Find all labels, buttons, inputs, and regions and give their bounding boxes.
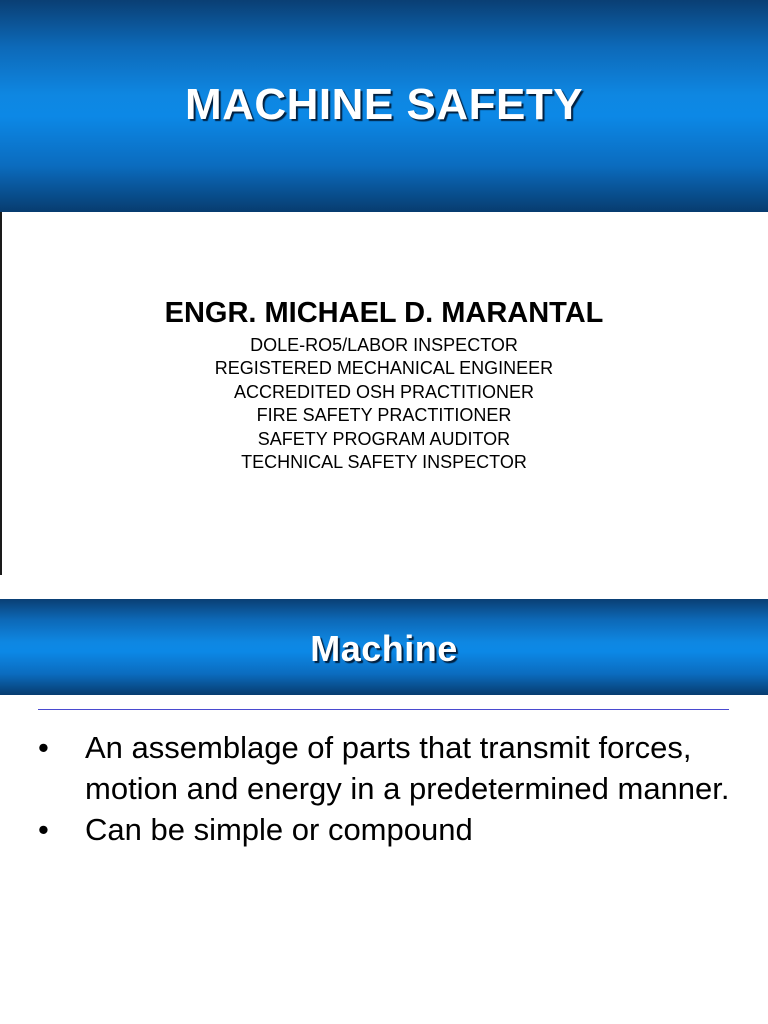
content-slide — [0, 599, 768, 1024]
credential-item: FIRE SAFETY PRACTITIONER — [256, 405, 512, 426]
slide-header-banner — [0, 599, 768, 695]
bullet-item — [38, 727, 738, 809]
credentials-list — [0, 334, 768, 474]
bullet-text: An assemblage of parts that transmit forces, motion and energy in a predetermined manner. — [85, 730, 730, 806]
title-banner — [0, 0, 768, 212]
credential-item: SAFETY PROGRAM AUDITOR — [257, 428, 511, 449]
author-name: ENGR. MICHAEL D. MARANTAL — [164, 297, 604, 329]
author-block — [0, 296, 768, 474]
credential-item: TECHNICAL SAFETY INSPECTOR — [241, 452, 527, 473]
bullet-dot-icon: • — [38, 812, 49, 847]
presentation-title: MACHINE SAFETY — [184, 80, 584, 129]
credential-item: DOLE-RO5/LABOR INSPECTOR — [250, 335, 518, 355]
title-underline — [38, 709, 729, 710]
bullet-dot-icon: • — [38, 730, 49, 765]
bullet-list — [38, 727, 738, 850]
credential-item: REGISTERED MECHANICAL ENGINEER — [214, 358, 554, 379]
bullet-text: Can be simple or compound — [85, 812, 473, 847]
bullet-item — [38, 809, 738, 850]
credential-item: ACCREDITED OSH PRACTITIONER — [233, 381, 535, 402]
slide-title: Machine — [310, 628, 458, 669]
